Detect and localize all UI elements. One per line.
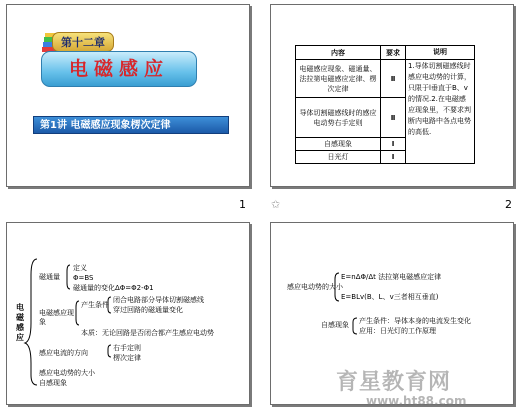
mindmap-leaf: 穿过回路的磁通量变化 — [113, 306, 183, 314]
requirements-table — [295, 45, 475, 164]
table-cell: 日光灯 — [296, 151, 381, 164]
mindmap-leaf: 定义 — [73, 264, 87, 272]
mindmap-leaf: 楞次定律 — [113, 354, 141, 362]
table-cell: 自感现象 — [296, 138, 381, 151]
slide-2-thumbnail[interactable] — [270, 4, 514, 187]
star-icon[interactable]: ✩ — [271, 198, 281, 211]
mindmap-node-self: 自感现象 — [39, 379, 67, 387]
self-induction-item: 应用：日光灯的工作原理 — [359, 327, 436, 335]
table-cell: Ⅱ — [381, 60, 406, 98]
mindmap-node-emf: 感应电动势的大小 — [39, 369, 95, 377]
mindmap-node-flux: 磁通量 — [39, 273, 60, 281]
table-cell: Ⅰ — [381, 138, 406, 151]
self-induction-label: 自感现象 — [321, 321, 349, 329]
table-header: 要求 — [381, 46, 406, 60]
mindmap-node-condition: 产生条件 — [81, 301, 109, 309]
mindmap-node-direction: 感应电流的方向 — [39, 349, 88, 357]
self-induction-item: 产生条件：导体本身的电流发生变化 — [359, 317, 471, 325]
faraday-law: E=nΔΦ/Δt 法拉第电磁感应定律 — [341, 273, 442, 281]
mindmap-node-essence: 本质：无论回路是否闭合都产生感应电动势 — [81, 329, 214, 337]
mindmap-leaf: Φ=BS — [73, 274, 94, 282]
mindmap-leaf: 右手定则 — [113, 344, 141, 352]
watermark-logo: 育星教育网 — [336, 370, 452, 395]
table-note-cell: 1.导体切割磁感线时感应电动势的计算，只限于l垂直于B、v的情况.2.在电磁感应现象里，不要求判断内电路中各点电势的高低. — [406, 60, 475, 164]
table-header: 内容 — [296, 46, 381, 60]
mindmap-root: 电磁感应 — [16, 303, 24, 342]
lesson-title-bar: 第1讲 电磁感应现象楞次定律 — [33, 116, 229, 134]
slide-3-thumbnail[interactable] — [6, 222, 250, 405]
mindmap-leaf: 闭合电路部分导体切割磁感线 — [113, 296, 204, 304]
emf-label: 感应电动势的大小 — [287, 283, 343, 291]
mindmap-node-phenomenon: 电磁感应现象 — [39, 309, 74, 326]
table-cell: 电磁感应现象、磁通量、法拉第电磁感应定律、楞次定律 — [296, 60, 381, 98]
slide-title: 电磁感应 — [41, 51, 197, 87]
slide-1-thumbnail[interactable] — [6, 4, 250, 187]
table-cell: Ⅰ — [381, 151, 406, 164]
table-header: 说明 — [406, 46, 475, 60]
motional-emf-formula: E=BLv(B、L、v三者相互垂直) — [341, 293, 439, 301]
watermark-url: www.ht88.com — [366, 394, 467, 408]
table-cell: Ⅱ — [381, 98, 406, 138]
table-cell: 导体切割磁感线时的感应电动势右手定则 — [296, 98, 381, 138]
slide-number: 2 — [505, 198, 512, 211]
mindmap-leaf: 磁通量的变化ΔΦ=Φ2-Φ1 — [73, 284, 154, 292]
chapter-badge: 第十二章 — [52, 32, 114, 52]
slide-number: 1 — [239, 198, 246, 211]
